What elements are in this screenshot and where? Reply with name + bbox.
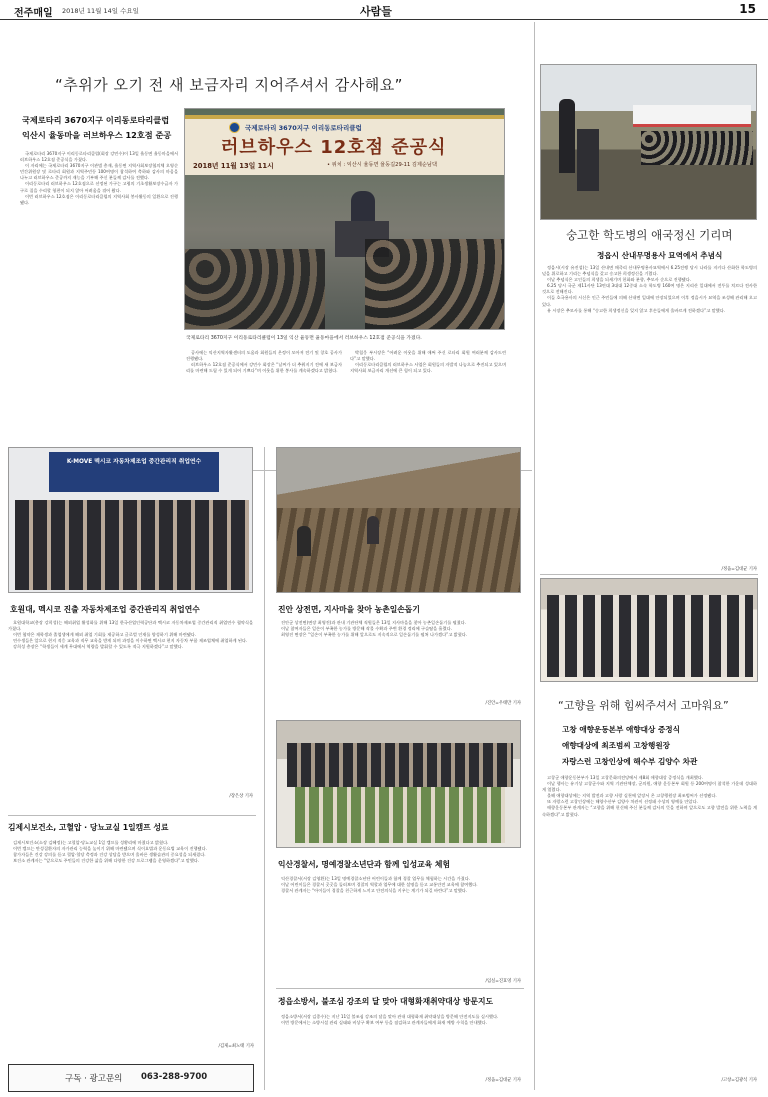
bottom-center1-credit: /임실=진효영 기자 bbox=[485, 979, 521, 984]
right-top-headline: 숭고한 학도병의 애국정신 기리며 bbox=[566, 228, 733, 242]
divider-right-mid bbox=[540, 574, 758, 575]
mid-center-body: 진안군 상전면(면장 최영진)과 관내 기관단체 직원들은 13일 지사마을을 찾아 농촌일손돕기를 펼쳤다. 이날 참여자들은 일손이 부족한 농가를 방문해 작물 수확과 주변 환경 정리에 구슬땀을 흘렸다. 최영진 면장은 “일손이 부족한 농가를 위해 앞으로도 지속적으로 일손돕기를 펼쳐 나가겠다”고 밝혔다. bbox=[281, 620, 468, 638]
divider-center-bottom bbox=[276, 988, 524, 989]
banner-small-text: 국제로타리 3670지구 이리동로타리클럽 bbox=[245, 124, 362, 132]
speaker-figure bbox=[559, 99, 575, 173]
top-story-sub1: 국제로타리 3670지구 이리동로타리클럽 bbox=[22, 115, 170, 125]
top-story-col2: 공사에는 익산지역자활센터의 도움과 회원들의 온정이 모아져 전기 및 창호 공사가 진행됐다. 러브하우스 12호점 준공식에서 강민수 회장은 “날씨가 더 추워지기 전에 새 보금자리를 마련해 드릴 수 있게 되어 기쁘다”며 이웃을 위한 봉사를 계속하겠다고 밝혔다. bbox=[186, 350, 342, 374]
banner-date-text: 2018년 11월 13일 11시 bbox=[193, 162, 274, 170]
bottom-center2-body: 정읍소방서(서장 김종수)는 지난 11일 불조심 강조의 달을 맞아 관내 대형화재 취약대상을 방문해 안전지도를 실시했다. 이번 방문에서는 소방시설 관리 실태와 비상구 확보 여부 등을 점검하고 관계자들에게 화재 예방 수칙을 안내했다. bbox=[281, 1014, 499, 1026]
right-bottom-credit: /고창=김광석 기자 bbox=[721, 1078, 757, 1083]
top-story-headline: “추위가 오기 전 새 보금자리 지어주셔서 감사해요” bbox=[55, 76, 403, 94]
ad-label: 구독 · 광고문의 bbox=[65, 1074, 123, 1084]
rotary-logo bbox=[229, 122, 240, 133]
audience-left bbox=[185, 249, 325, 330]
worker-figure bbox=[367, 516, 379, 544]
right-bottom-sub3: 자랑스런 고창인상에 해수부 김양수 차관 bbox=[562, 757, 698, 766]
masthead bbox=[0, 0, 768, 20]
page-number: 15 bbox=[739, 2, 756, 16]
ceremony-banner bbox=[185, 115, 505, 175]
divider-vertical-right bbox=[534, 22, 535, 1090]
right-bottom-sub1: 고창 애향운동본부 애향대상 증정식 bbox=[562, 725, 680, 734]
left-bottom-credit: /김제=최노태 기자 bbox=[218, 1044, 254, 1049]
podium bbox=[577, 129, 599, 191]
right-bottom-body: 고창군 애향운동본부가 13일 고창문화의전당에서 제8회 애향대상 증정식을 개최했다. 이날 행사는 유기상 고창군수와 지역 기관단체장, 군의원, 애향 운동본부 회원 등 200여명이 참석한 가운데 성대하게 열렸다. 올해 애향대상에는 지역 발전과 고향 사랑 실천에 앞장서 온 고창행원장 최조범씨가 선정됐다. 또 자랑스런 고창인상에는 해양수산부 김양수 차관이 선정돼 수상의 영예를 안았다. 애향운동본부 관계자는 “고향을 위해 헌신해 주신 분들께 감사의 뜻을 전하며 앞으로도 고향 발전을 위한 노력을 계속하겠다”고 밝혔다. bbox=[542, 775, 757, 817]
children-front-row bbox=[295, 787, 505, 843]
group-photo-people bbox=[15, 500, 249, 590]
hoseo-photo bbox=[8, 447, 253, 593]
farm-photo bbox=[276, 447, 521, 593]
mid-center-credit: /진안=우태만 기자 bbox=[485, 701, 521, 706]
right-bottom-sub2: 애향대상에 최조범씨 고창행원장 bbox=[562, 741, 670, 750]
field-rows bbox=[277, 508, 521, 593]
divider-left-bottom bbox=[8, 815, 256, 816]
top-story-caption: 국제로타리 3670지구 이리동로타리클럽이 13일 익산 율동면 율동마을에서 러브하우스 12호점 준공식을 가졌다. bbox=[186, 336, 422, 341]
mid-left-body: 호원대학교(총장 강희성)는 해외취업 활성화를 위해 13일 한국산업인력공단과 멕시코 자동차제조업 중간관리직 취업연수 협약식을 가졌다. 이번 협약은 재학생과 졸업생에게 해외 취업 기회를 제공하고 글로벌 인재를 양성하기 위해 마련됐다. 연수생들은 앞으로 현지 적응 교육과 직무 교육을 받게 되며 과정을 이수하면 멕시코 현지 자동차 부품 제조업체에 취업하게 된다. 강희성 총장은 “학생들이 세계 무대에서 역량을 발휘할 수 있도록 적극 지원하겠다”고 말했다. bbox=[8, 620, 253, 650]
bottom-center2-headline: 정읍소방서, 불조심 강조의 달 맞아 대형화재취약대상 방문지도 bbox=[278, 997, 494, 1006]
top-story-photo bbox=[184, 108, 505, 330]
left-bottom-headline: 김제시보건소, 고혈압 · 당뇨교실 1일캠프 성료 bbox=[8, 823, 169, 832]
right-top-sub: 정읍시 산내무명용사 묘역에서 추념식 bbox=[597, 251, 723, 260]
event-banner bbox=[49, 452, 219, 492]
audience-right bbox=[365, 239, 505, 330]
police-photo bbox=[276, 720, 521, 848]
top-story-col1: 국제로타리 3670지구 이리동로타리클럽(회장 강민수)이 13일 율동면 율동마을에서 러브하우스 12호점 준공식을 가졌다. 이 자리에는 국제로타리 3670지구 이관범 총재, 율동면 지역사회보장협의체 오영순 민간위원장 및 로타리 회원과 지역주민등 100여명이 참석하여 축하와 감사의 마음을 나누고 러브하우스 준공까지 재능을 기부해 주신 분들께 감사를 전했다. 이리동로타리 러브하우스 12호점으로 선정된 가구는 고령의 기초생활보장수급자 가구로 집을 수리할 형편이 되지 않아 어려움을 겪어 왔다. 이번 러브하우스 12호점은 이리동로타리클럽의 지역사회 봉사활동의 일환으로 진행됐다. bbox=[20, 151, 178, 205]
bottom-center1-headline: 익산경찰서, 명예경찰소년단과 함께 입성교육 체험 bbox=[278, 860, 450, 869]
subscription-ad bbox=[8, 1064, 254, 1092]
mid-left-credit: /장은상 기자 bbox=[229, 794, 253, 799]
paper-name: 전주매일 bbox=[14, 8, 53, 19]
bottom-center2-credit: /정읍=김대균 기자 bbox=[485, 1078, 521, 1083]
award-photo bbox=[540, 578, 758, 682]
mid-center-headline: 진안 상전면, 지사마을 찾아 농촌일손돕기 bbox=[278, 605, 420, 614]
ad-phone: 063-288-9700 bbox=[141, 1072, 208, 1082]
divider-mid-vertical bbox=[264, 447, 265, 1090]
event-banner-text: K-MOVE 멕시코 자동차제조업 중간관리직 취업연수 bbox=[66, 459, 202, 465]
group-back-row bbox=[287, 743, 513, 787]
right-top-body: 정읍시(시장 유진섭)는 13일 산내면 매죽리 산내무명용사묘역에서 6.25전쟁 당시 나라를 지키다 산화한 학도병의 넋을 위로하고 기리는 추념식을 갖고 숭고한 희생정신을 기렸다. 이날 추념식은 고인들의 희생을 되새기며 헌화와 분향, 추모사 순으로 진행됐다. 6.25 당시 국군 제11사단 13연대 3대대 12중대 소속 학도병 160여 명은 지리산 일대에서 전투를 치르다 전사한 것으로 전해진다. 이들 호국용사의 시신은 인근 주민들에 의해 산내면 일대에 안장되었으며 이후 정읍시가 묘역을 조성해 관리해 오고 있다. 유 시장은 추모사를 통해 “숭고한 희생정신을 잊지 않고 후손들에게 올바르게 전하겠다”고 말했다. bbox=[542, 265, 757, 313]
right-top-credit: /정읍=김대균 기자 bbox=[721, 567, 757, 572]
tent bbox=[633, 105, 751, 127]
award-group bbox=[547, 595, 753, 677]
right-bottom-headline: “고향을 위해 힘써주셔서 고마워요” bbox=[558, 699, 729, 712]
seated-audience bbox=[641, 131, 753, 165]
worker-figure bbox=[297, 526, 311, 556]
top-story-col3: 박철웅 부시장은 “어려운 이웃을 위해 애써 주신 로타리 회원 여러분께 감사드린다”고 말했다. 이리동로타리클럽의 러브하우스 사업은 회원들의 자발적 나눔으로 추진되고 있으며 지역사회 보금자리 개선에 큰 힘이 되고 있다. bbox=[350, 350, 506, 374]
top-story-sub2: 익산시 율동마을 러브하우스 12호점 준공 bbox=[22, 130, 172, 140]
left-bottom-body: 김제시보건소(소장 김혜정)는 고혈압·당뇨교실 1일 캠프를 성황리에 마쳤다고 밝혔다. 이번 캠프는 만성질환자의 자가관리 능력을 높이기 위해 마련됐으며 식이요법과 운동요법 교육이 진행됐다. 참가자들은 건강 강의를 듣고 혈압·혈당 측정과 건강 상담을 받으며 올바른 생활습관의 중요성을 되새겼다. 보건소 관계자는 “앞으로도 주민들의 건강한 삶을 위해 다양한 건강 프로그램을 운영하겠다”고 말했다. bbox=[13, 840, 207, 864]
speaker-figure bbox=[351, 191, 375, 225]
memorial-photo bbox=[540, 64, 757, 220]
banner-place-text: • 위치 : 익산시 율동면 율동길29-11 김제순님댁 bbox=[327, 162, 437, 168]
section-title: 사람들 bbox=[360, 5, 392, 18]
mid-left-headline: 호원대, 멕시코 진출 자동차제조업 중간관리직 취업연수 bbox=[10, 605, 200, 614]
bottom-center1-body: 익산경찰서(서장 김영환)는 13일 명예경찰소년단 어린이들과 함께 경찰 업무를 체험하는 시간을 가졌다. 이날 어린이들은 경찰서 곳곳을 둘러보며 경찰의 역할과 업무에 대한 설명을 듣고 교통안전 교육에 참여했다. 경찰서 관계자는 “아이들이 경찰을 친근하게 느끼고 안전의식을 키우는 계기가 되길 바란다”고 말했다. bbox=[281, 876, 478, 894]
banner-main-text: 러브하우스 12호점 준공식 bbox=[221, 137, 447, 158]
issue-date: 2018년 11월 14일 수요일 bbox=[62, 7, 139, 15]
